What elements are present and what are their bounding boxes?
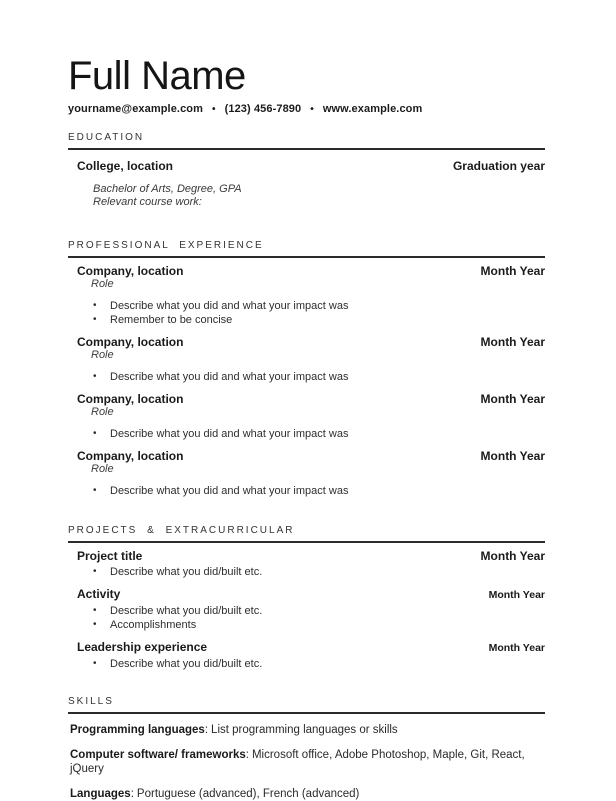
- list-item: [68, 484, 545, 498]
- skill-label: Languages: [70, 788, 131, 800]
- education-details: [68, 183, 545, 209]
- project-entry: [68, 549, 545, 579]
- role-line: Role: [91, 406, 114, 418]
- skill-line-programming: [68, 723, 545, 737]
- experience-entry: [68, 392, 545, 441]
- contact-phone: (123) 456-7890: [224, 103, 302, 115]
- bullet-list: [68, 427, 545, 441]
- role-line: Role: [91, 278, 114, 290]
- skills-list: [68, 723, 545, 801]
- company-title: Company, location: [77, 264, 184, 278]
- skill-value: Portuguese (advanced), French (advanced): [136, 788, 360, 800]
- bullet-icon: •: [93, 300, 97, 311]
- section-experience: [68, 240, 545, 498]
- experience-entry: [68, 449, 545, 498]
- skill-value: Microsoft office, Adobe Photoshop, Maple, Git, React, jQuery: [70, 749, 525, 775]
- bullet-separator-icon: •: [310, 104, 314, 115]
- company-title: Company, location: [77, 392, 184, 406]
- skill-label: Programming languages: [70, 724, 205, 736]
- bullet-separator-icon: •: [212, 104, 216, 115]
- bullet-list: [68, 604, 545, 632]
- entry-header: [68, 159, 545, 173]
- list-item: [68, 657, 545, 671]
- list-item: [68, 313, 545, 327]
- leadership-title: Leadership experience: [77, 640, 208, 654]
- entry-header: [68, 587, 545, 602]
- list-item: [68, 604, 545, 618]
- bullet-text: Remember to be concise: [110, 314, 233, 326]
- full-name: Full Name: [68, 54, 246, 98]
- contact-email: yourname@example.com: [68, 103, 203, 115]
- resume-header: [68, 56, 545, 115]
- activity-title: Activity: [77, 587, 121, 601]
- bullet-text: Describe what you did and what your impact was: [110, 371, 349, 383]
- entry-date: Month Year: [480, 449, 545, 463]
- skill-colon: :: [204, 724, 209, 736]
- entry-header: [68, 449, 545, 463]
- list-item: [68, 299, 545, 313]
- education-degree-line: Bachelor of Arts, Degree, GPA: [93, 183, 242, 195]
- skill-value: List programming languages or skills: [211, 724, 398, 736]
- bullet-list: [68, 370, 545, 384]
- entry-header: [68, 640, 545, 655]
- skill-line-software: [68, 748, 545, 776]
- bullet-text: Describe what you did and what your impact was: [110, 300, 349, 312]
- education-entry: [68, 159, 545, 209]
- list-item: [68, 618, 545, 632]
- bullet-text: Describe what you did and what your impact was: [110, 428, 349, 440]
- project-title: Project title: [77, 549, 143, 563]
- bullet-icon: •: [93, 658, 97, 669]
- bullet-text: Describe what you did/built etc.: [110, 658, 263, 670]
- education-title: College, location: [77, 159, 174, 173]
- section-label-education: EDUCATION: [68, 132, 145, 143]
- education-coursework-line: Relevant course work:: [93, 196, 202, 208]
- bullet-text: Describe what you did/built etc.: [110, 566, 263, 578]
- section-label-experience: PROFESSIONAL EXPERIENCE: [68, 240, 264, 251]
- skill-label: Computer software/ frameworks: [70, 749, 246, 761]
- bullet-icon: •: [93, 566, 97, 577]
- entry-header: [68, 392, 545, 406]
- section-label-projects: PROJECTS & EXTRACURRICULAR: [68, 525, 295, 536]
- leadership-entry: [68, 640, 545, 671]
- entry-date: Month Year: [480, 264, 545, 278]
- section-projects: [68, 525, 545, 671]
- bullet-list: [68, 657, 545, 671]
- bullet-list: [68, 484, 545, 498]
- entry-date: Month Year: [488, 589, 545, 601]
- entry-header: [68, 264, 545, 278]
- bullet-list: [68, 565, 545, 579]
- experience-entry: [68, 264, 545, 327]
- bullet-icon: •: [93, 605, 97, 616]
- section-divider: [68, 712, 545, 714]
- skill-colon: :: [130, 788, 134, 800]
- section-divider: [68, 256, 545, 258]
- bullet-icon: •: [93, 314, 97, 325]
- section-divider: [68, 541, 545, 543]
- education-date: Graduation year: [452, 159, 545, 173]
- activity-entry: [68, 587, 545, 632]
- skill-colon: :: [245, 749, 249, 761]
- role-line: Role: [91, 463, 114, 475]
- role-line: Role: [91, 349, 114, 361]
- entry-header: [68, 549, 545, 563]
- bullet-text: Describe what you did/built etc.: [110, 605, 263, 617]
- entry-date: Month Year: [488, 642, 545, 654]
- entry-date: Month Year: [480, 549, 545, 563]
- bullet-icon: •: [93, 428, 97, 439]
- bullet-text: Accomplishments: [110, 619, 197, 631]
- entry-date: Month Year: [480, 335, 545, 349]
- section-label-skills: SKILLS: [68, 696, 114, 707]
- bullet-icon: •: [93, 485, 97, 496]
- contact-row: [68, 103, 545, 115]
- list-item: [68, 370, 545, 384]
- section-education: [68, 132, 545, 209]
- list-item: [68, 427, 545, 441]
- entry-date: Month Year: [480, 392, 545, 406]
- bullet-list: [68, 299, 545, 327]
- bullet-text: Describe what you did and what your impact was: [110, 485, 349, 497]
- section-skills: [68, 696, 545, 801]
- section-divider: [68, 148, 545, 150]
- bullet-icon: •: [93, 371, 97, 382]
- entry-header: [68, 335, 545, 349]
- skill-line-languages: [68, 787, 545, 801]
- experience-entry: [68, 335, 545, 384]
- company-title: Company, location: [77, 449, 184, 463]
- contact-website: www.example.com: [322, 103, 423, 115]
- company-title: Company, location: [77, 335, 184, 349]
- list-item: [68, 565, 545, 579]
- bullet-icon: •: [93, 619, 97, 630]
